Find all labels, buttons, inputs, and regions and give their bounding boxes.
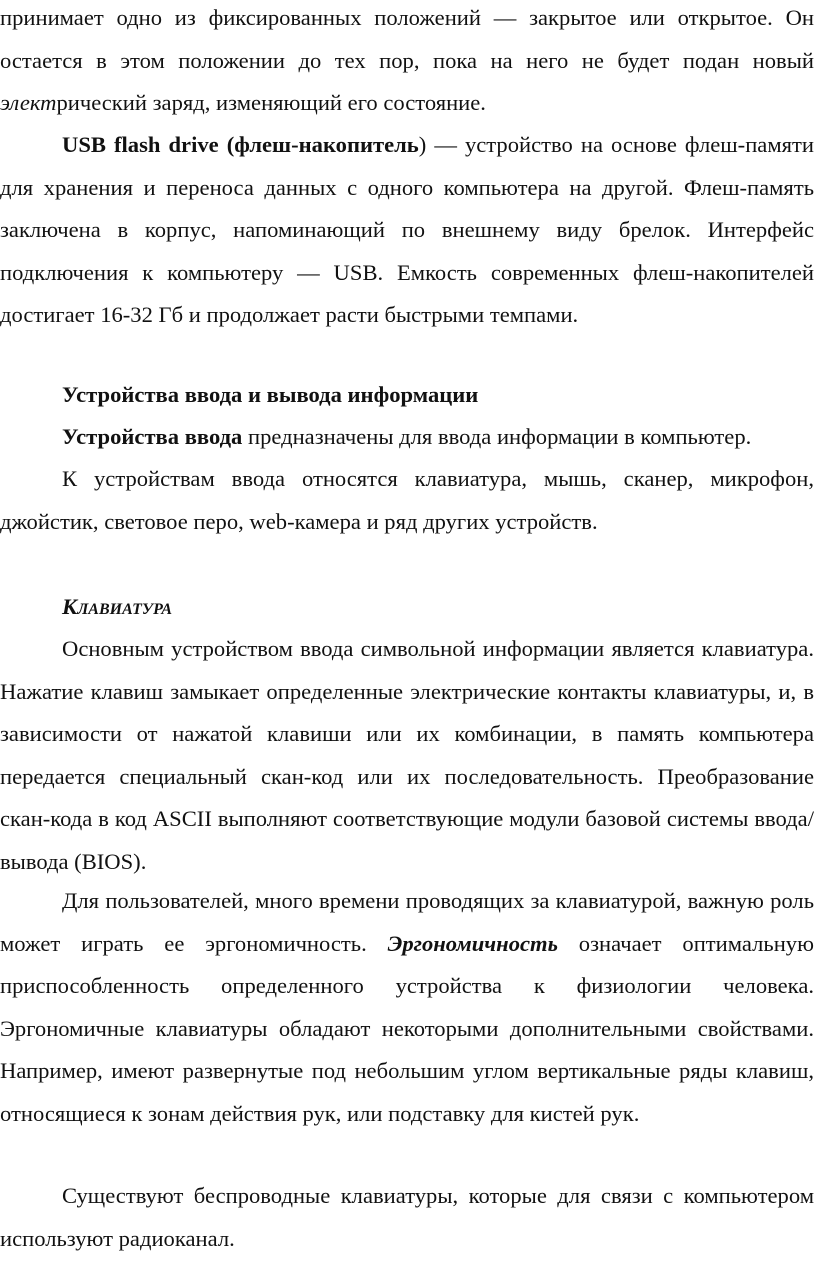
term-input-devices: Устройства ввода (62, 424, 243, 449)
paragraph-relay-continuation (0, 0, 814, 125)
paragraph-input-devices (0, 416, 814, 459)
paragraph-ergonomics (0, 880, 814, 1136)
term-ergonomics: Эргономичность (387, 930, 558, 956)
paragraph-text: предназначены для ввода информации в компьютер. (242, 424, 752, 449)
italic-fragment: элект (0, 90, 57, 116)
paragraph-text: Для пользователей, много времени проводящих за клавиатурой, важную роль может играть ее эргономичность. (0, 888, 814, 956)
paragraph-text: ) — устройство на основе флеш-памяти для хранения и переноса данных с одного компьютера на другой. Флеш-память заключена в корпус, напоминающий по внешнему виду брелок. Интерфейс подключения к компьютеру — USB. Емкость современных флеш-накопителей достигает 16-32 Гб и продолжает расти быстрыми темпами. (0, 132, 814, 328)
paragraph-text: рический заряд, изменяющий его состояние. (56, 90, 486, 116)
paragraph-input-devices-list: К устройствам ввода относятся клавиатура, мышь, сканер, микрофон, джойстик, световое перо, web-камера и ряд других устройств. (0, 466, 814, 534)
paragraph-wireless-keyboards: Существуют беспроводные клавиатуры, которые для связи с компьютером используют радиоканал. (0, 1183, 814, 1251)
term-usb-flash-drive: USB flash drive (флеш-накопитель (62, 132, 419, 157)
heading-initial: К (62, 594, 78, 619)
paragraph-keyboard-description: Основным устройством ввода символьной информации является клавиатура. Нажатие клавиш замыкает определенные электрические контакты клавиатуры, и, в зависимости от нажатой клавиши или их комбинации, в память компьютера передается специальный скан-код или их последовательность. Преобразование скан-кода в код ASCII выполняют соответствующие модули базовой системы ввода/вывода (BIOS). (0, 636, 814, 874)
paragraph-text: означает оптимальную приспособленность определенного устройства к физиологии человека. Эргономичные клавиатуры обладают некоторыми дополнительными свойствами. Например, имеют развернутые под небольшим углом вертикальные ряды клавиш, относящиеся к зонам действия рук, или подставку для кистей рук. (0, 930, 814, 1126)
paragraph-text: принимает одно из фиксированных положений — закрытое или открытое. Он остается в этом положении до тех пор, пока на него не будет подан новый (0, 5, 814, 73)
heading-smallcaps: ЛАВИАТУРА (77, 601, 173, 618)
subsection-heading-keyboard (62, 586, 172, 632)
section-heading-io-devices: Устройства ввода и вывода информации (62, 382, 479, 407)
paragraph-usb-flash-drive (0, 124, 814, 337)
